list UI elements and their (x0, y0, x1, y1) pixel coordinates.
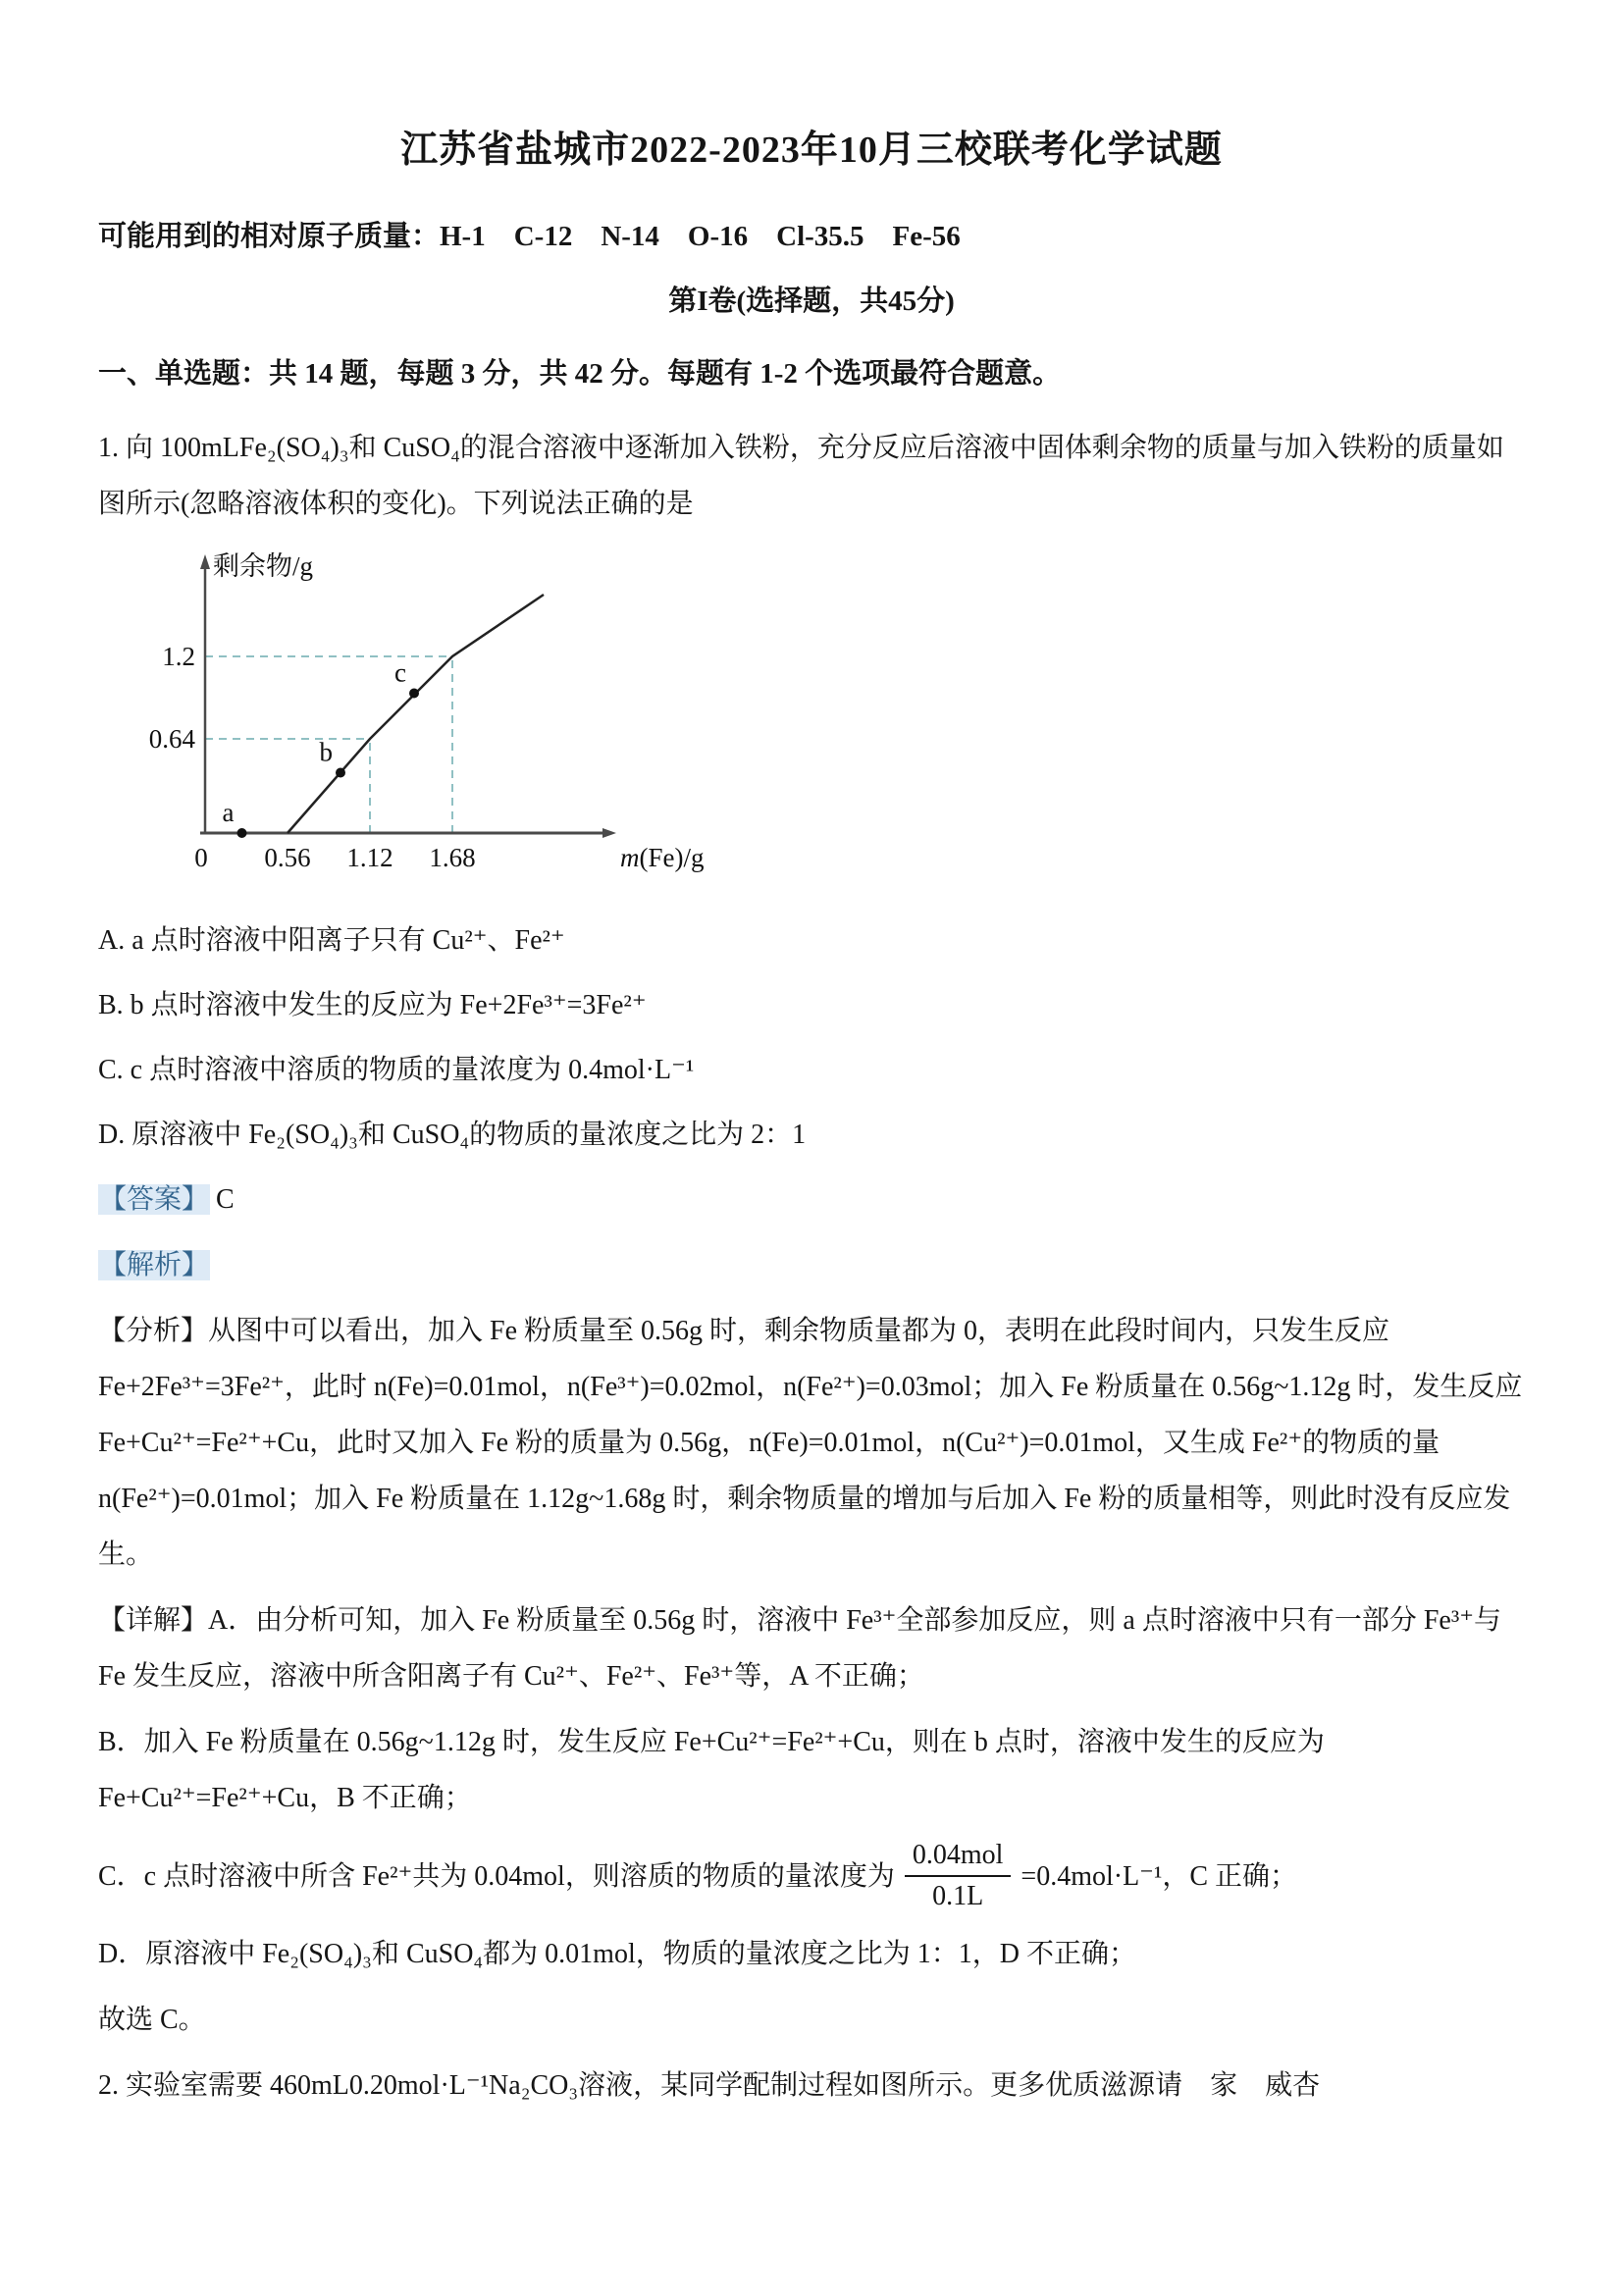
option-a: A. a 点时溶液中阳离子只有 Cu²⁺、Fe²⁺ (98, 925, 565, 956)
option-c: C. c 点时溶液中溶质的物质的量浓度为 0.4mol·L⁻¹ (98, 1055, 695, 1085)
section-header: 第I卷(选择题，共45分) (668, 286, 955, 317)
svg-text:1.68: 1.68 (429, 843, 476, 872)
page-title: 江苏省盐城市2022-2023年10月三校联考化学试题 (400, 130, 1223, 171)
detail-c-paragraph (98, 1836, 1525, 1916)
answer-line (98, 1172, 1525, 1227)
svg-text:a: a (222, 798, 235, 827)
option-b: B. b 点时溶液中发生的反应为 Fe+2Fe³⁺=3Fe²⁺ (98, 990, 647, 1020)
analysis-paragraph: 【分析】从图中可以看出，加入 Fe 粉质量至 0.56g 时，剩余物质量都为 0，表明在此段时间内，只发生反应 Fe+2Fe³⁺=3Fe²⁺，此时 n(Fe)=0.01mol，n(Fe³⁺)=0.02mol，n(Fe²⁺)=0.03mol；加入 Fe 粉质量在 0.56g~1.12g 时，发生反应 Fe+Cu²⁺=Fe²⁺+Cu，此时又加入 Fe 粉的质量为 0.56g，n(Fe)=0.01mol，n(Cu²⁺)=0.01mol，又生成 Fe²⁺的物质的量 n(Fe²⁺)=0.01mol；加入 Fe 粉质量在 1.12g~1.68g 时，剩余物质量的增加与后加入 Fe 粉的质量相等，则此时没有反应发生。 (98, 1316, 1523, 1570)
svg-text:m(Fe)/g: m(Fe)/g (620, 843, 705, 872)
analysis-tag-line (98, 1237, 1525, 1293)
svg-text:1.2: 1.2 (162, 642, 195, 671)
svg-text:0.64: 0.64 (148, 724, 195, 754)
atomic-masses-line: 可能用到的相对原子质量：H-1 C-12 N-14 O-16 Cl-35.5 Fe-56 (98, 221, 961, 252)
answer-label: 【答案】 (99, 1184, 210, 1215)
question2-stem: 2. 实验室需要 460mL0.20mol·L⁻¹Na₂CO₃溶液，某同学配制过程如图所示。更多优质滋源请 家 威杏 (98, 2070, 1321, 2101)
question1-chart (106, 546, 1525, 899)
detail-a-paragraph: 【详解】A．由分析可知，加入 Fe 粉质量至 0.56g 时，溶液中 Fe³⁺全部参加反应，则 a 点时溶液中只有一部分 Fe³⁺与 Fe 发生反应，溶液中所含阳离子有 Cu²⁺、Fe²⁺、Fe³⁺等，A 不正确； (98, 1605, 1502, 1692)
detail-c-post: =0.4mol·L⁻¹，C 正确； (1021, 1860, 1298, 1892)
svg-text:0: 0 (194, 843, 208, 872)
conclusion-line: 故选 C。 (98, 2005, 206, 2035)
analysis-tag: 【解析】 (99, 1250, 210, 1280)
svg-text:b: b (319, 737, 333, 767)
svg-text:剩余物/g: 剩余物/g (213, 551, 314, 581)
detail-c-pre: C．c 点时溶液中所含 Fe²⁺共为 0.04mol，则溶质的物质的量浓度为 (98, 1860, 895, 1892)
remaining-mass-vs-iron-chart (106, 546, 754, 879)
answer-value: C (216, 1184, 235, 1215)
svg-text:0.56: 0.56 (264, 843, 311, 872)
molarity-fraction (905, 1836, 1012, 1916)
fraction-numerator: 0.04mol (905, 1836, 1012, 1877)
question1-stem: 1. 向 100mLFe₂(SO₄)₃和 CuSO₄的混合溶液中逐渐加入铁粉，充分反应后溶液中固体剩余物的质量与加入铁粉的质量如图所示(忽略溶液体积的变化)。下列说法正确的是 (98, 433, 1504, 519)
detail-b-paragraph: B．加入 Fe 粉质量在 0.56g~1.12g 时，发生反应 Fe+Cu²⁺=Fe²⁺+Cu，则在 b 点时，溶液中发生的反应为 Fe+Cu²⁺=Fe²⁺+Cu，B 不正确； (98, 1727, 1325, 1813)
fraction-denominator: 0.1L (932, 1881, 984, 1911)
svg-text:c: c (394, 657, 406, 688)
detail-d-paragraph: D．原溶液中 Fe₂(SO₄)₃和 CuSO₄都为 0.01mol，物质的量浓度之比为 1：1，D 不正确； (98, 1939, 1136, 1969)
question-type-header: 一、单选题：共 14 题，每题 3 分，共 42 分。每题有 1-2 个选项最符合题意。 (98, 358, 1062, 390)
option-d: D. 原溶液中 Fe₂(SO₄)₃和 CuSO₄的物质的量浓度之比为 2：1 (98, 1120, 807, 1150)
svg-text:1.12: 1.12 (346, 843, 393, 872)
